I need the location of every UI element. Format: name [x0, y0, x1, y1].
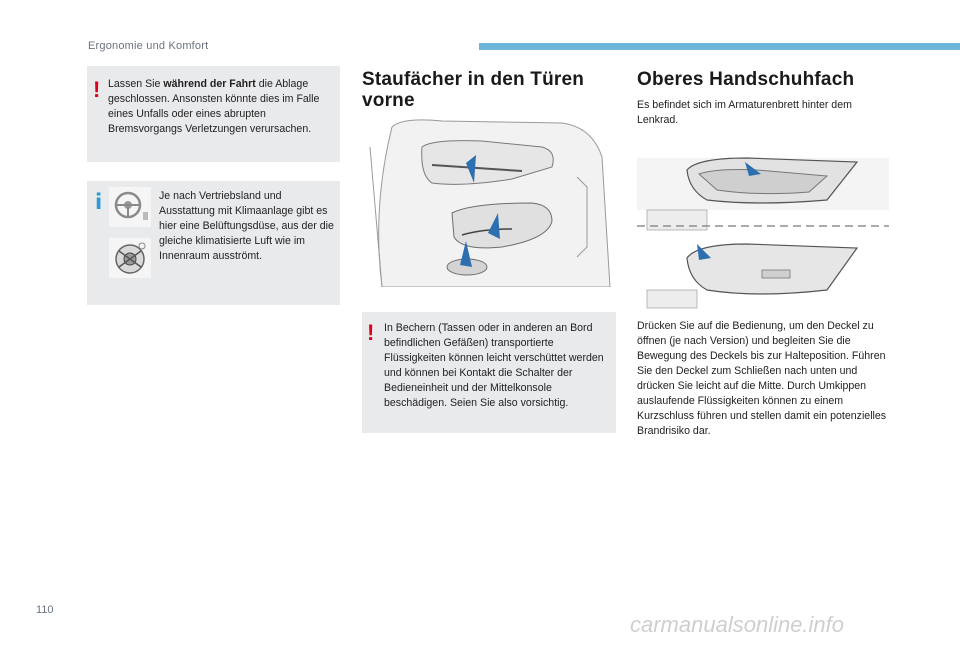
warning-text-before: Lassen Sie	[108, 78, 164, 90]
steering-wheel-thumbnail	[109, 187, 151, 227]
warning-icon: !	[93, 77, 101, 102]
glovebox-body: Drücken Sie auf die Bedienung, um den Deckel zu öffnen (je nach Version) und begleiten Sie die Bewegung des Deckels bis zur Halteposition. Führen Sie den Deckel zum Schließen nach unten und drücken Sie leicht auf die Mitte. Durch Umkippen auslaufende Flüssigkeiten können zu einem Kurzschluss führen und stellen damit ein potenzielles Brandrisiko dar.	[637, 320, 887, 437]
page-number: 110	[36, 604, 54, 616]
section-title: Ergonomie und Komfort	[88, 40, 209, 52]
air-vent-icon	[109, 238, 151, 278]
warning-text	[108, 77, 330, 137]
info-icon: i	[95, 190, 103, 214]
glovebox-title: Oberes Handschuhfach	[637, 69, 855, 90]
glovebox-intro: Es befindet sich im Armaturenbrett hinter dem Lenkrad.	[637, 99, 852, 126]
watermark: carmanualsonline.info	[630, 612, 845, 637]
info-text: Je nach Vertriebsland und Ausstattung mit Klimaanlage gibt es hier eine Belüftungsdüse, aus der die gleiche klimatisierte Luft wie im Innenraum ausströmt.	[159, 190, 334, 262]
section-accent-bar	[479, 43, 960, 50]
doors-title: Staufächer in den Türen vorne	[362, 69, 585, 111]
cup-warning-icon: !	[367, 320, 375, 345]
steering-wheel-icon	[109, 187, 151, 227]
cup-warning-text: In Bechern (Tassen oder in anderen an Bord befindlichen Gefäßen) transportierte Flüssigkeiten können leicht verschüttet werden und können bei Kontakt die Schalter der Bedieneinheit und der Mittelkonsole beschädigen. Seien Sie also vorsichtig.	[384, 322, 604, 409]
warning-text-bold: während der Fahrt	[163, 78, 256, 90]
door-compartments-illustration	[362, 117, 616, 287]
warning-text-after: die Ablage geschlossen. Ansonsten könnte dies im Falle eines Unfalls oder eines abrupten Bremsvorgangs Verletzungen verursachen.	[108, 78, 320, 135]
upper-glovebox-illustration	[637, 140, 889, 310]
air-vent-thumbnail	[109, 238, 151, 278]
